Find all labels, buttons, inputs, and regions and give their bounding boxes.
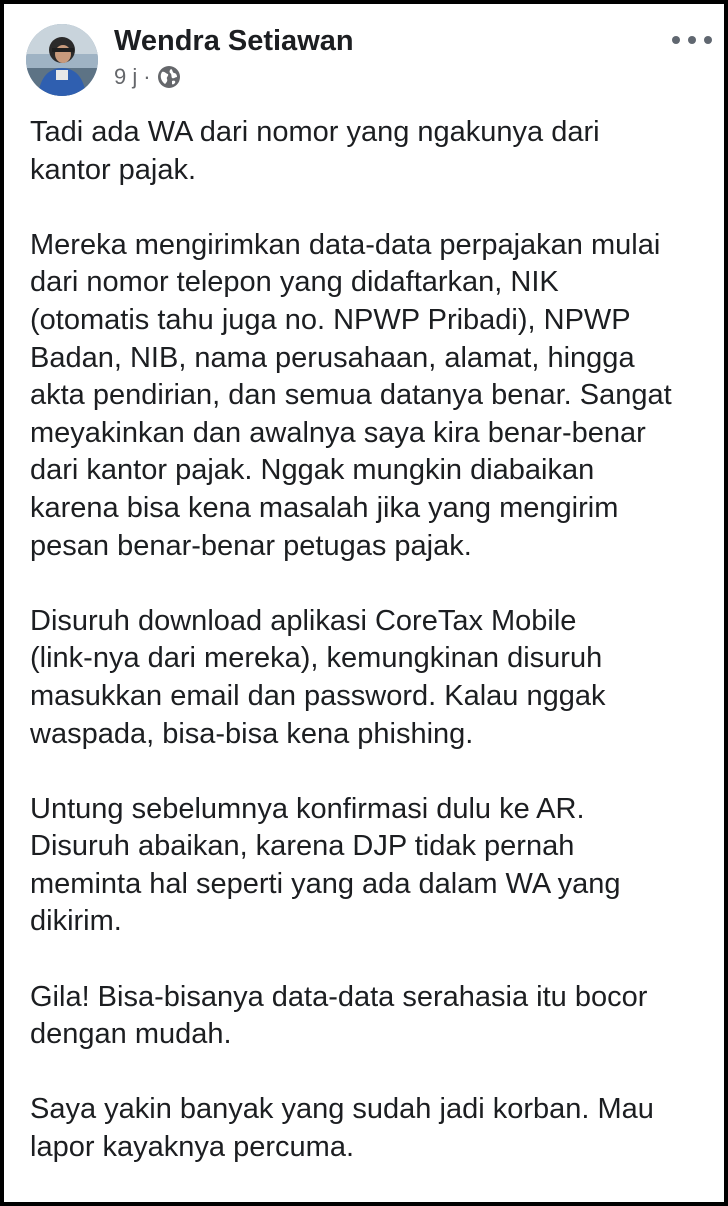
- post-paragraph-3: Disuruh download aplikasi CoreTax Mobile (link-nya dari mereka), kemungkinan disuruh masukkan email dan password. Kalau nggak waspada, bisa-bisa kena phishing.: [30, 604, 606, 750]
- post-paragraph-6: Saya yakin banyak yang sudah jadi korban. Mau lapor kayaknya percuma.: [30, 1093, 654, 1164]
- post-paragraph-2: Mereka mengirimkan data-data perpajakan mulai dari nomor telepon yang didaftarkan, NIK (otomatis tahu juga no. NPWP Pribadi), NPWP Badan, NIB, nama perusahaan, alamat, hingga akta pendirian, dan semua datanya benar. Sangat meyakinkan dan awalnya saya kira benar-benar dari kantor pajak. Nggak mungkin diabaikan karena bisa kena masalah jika yang mengirim pesan benar-benar petugas pajak.: [30, 228, 672, 562]
- post-header: [26, 24, 716, 96]
- post-paragraph-4: Untung sebelumnya konfirmasi dulu ke AR. Disuruh abaikan, karena DJP tidak pernah meminta hal seperti yang ada dalam WA yang dikirim.: [30, 792, 621, 938]
- post-meta: [114, 62, 181, 92]
- avatar[interactable]: [26, 24, 98, 96]
- meta-separator: ·: [143, 64, 151, 89]
- more-options-icon[interactable]: [672, 28, 712, 52]
- post-paragraph-1: Tadi ada WA dari nomor yang ngakunya dari kantor pajak.: [30, 116, 600, 186]
- post-paragraph-5: Gila! Bisa-bisanya data-data serahasia itu bocor dengan mudah.: [30, 980, 648, 1051]
- avatar-image: [26, 24, 98, 96]
- post-text: [30, 114, 720, 1167]
- post-time[interactable]: 9 j: [114, 64, 138, 89]
- author-name[interactable]: Wendra Setiawan: [114, 25, 354, 57]
- globe-icon: [157, 65, 181, 89]
